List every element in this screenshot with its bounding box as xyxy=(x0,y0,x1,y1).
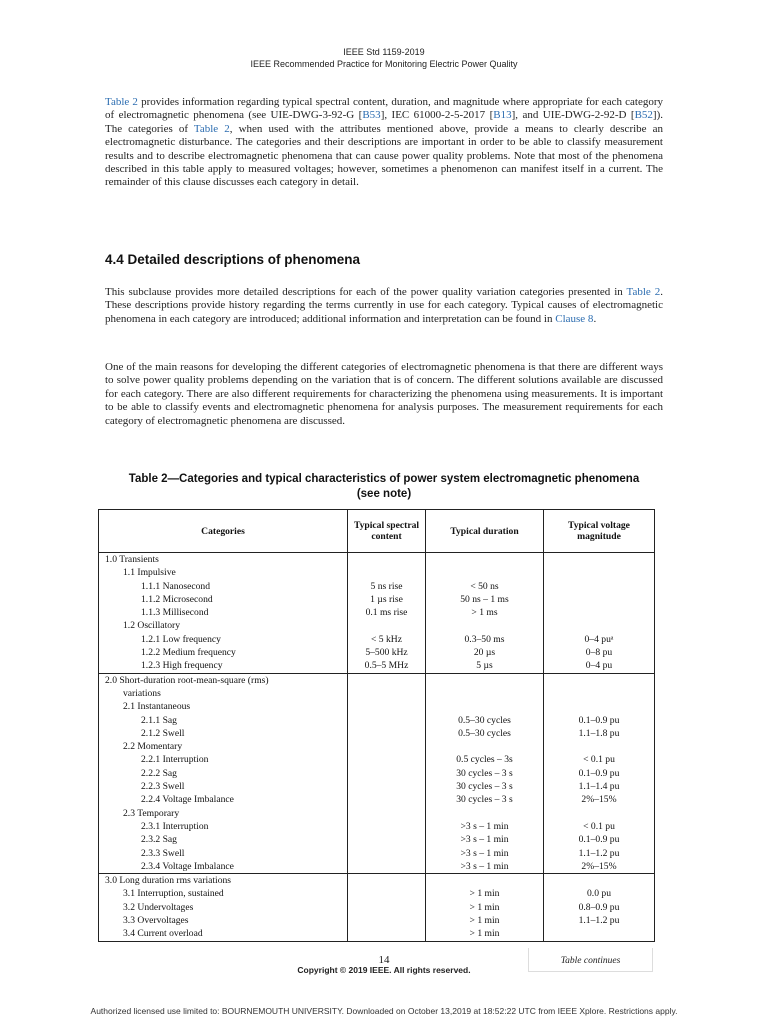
duration-cell: >3 s – 1 min xyxy=(426,820,544,833)
duration-cell xyxy=(426,553,544,567)
paragraph-text: , when used with the attributes mentioned above, provide a means to clearly describe an electromagnetic disturbance. The categories and their descriptions are important in order to be able to classify measurement results and to describe electromagnetic phenomena that can cause power quality problems. Note that most of the phenomena described in this table apply to measured voltages; however, sometimes a phenomenon can manifest itself in a current. The remainder of this clause discusses each category in detail. xyxy=(105,122,664,189)
voltage-magnitude-cell xyxy=(544,807,655,820)
category-cell: 2.3.1 Interruption xyxy=(99,820,348,833)
table-row xyxy=(99,860,655,874)
duration-cell xyxy=(426,807,544,820)
table-row xyxy=(99,874,655,888)
spectral-content-cell xyxy=(348,887,426,900)
voltage-magnitude-cell xyxy=(544,700,655,713)
paragraph-text: ], and UIE-DWG-2-92-D [ xyxy=(511,109,635,122)
voltage-magnitude-cell: 1.1–1.8 pu xyxy=(544,727,655,740)
voltage-magnitude-cell: 0–4 puᵃ xyxy=(544,633,655,646)
spectral-content-cell xyxy=(348,807,426,820)
table-row xyxy=(99,767,655,780)
paragraph-text: This subclause provides more detailed descriptions for each of the power quality variation categories presented in xyxy=(105,286,627,298)
voltage-magnitude-cell: 2%–15% xyxy=(544,860,655,874)
header-categories: Categories xyxy=(99,510,348,553)
duration-cell xyxy=(426,687,544,700)
voltage-magnitude-cell: 0.0 pu xyxy=(544,887,655,900)
paragraph-subclause-intro xyxy=(105,286,663,326)
category-cell: 1.2.2 Medium frequency xyxy=(99,646,348,659)
category-cell: 2.1 Instantaneous xyxy=(99,700,348,713)
category-cell: 2.2.1 Interruption xyxy=(99,753,348,766)
category-cell: 2.1.1 Sag xyxy=(99,714,348,727)
spectral-content-cell xyxy=(348,860,426,874)
voltage-magnitude-cell: 0.1–0.9 pu xyxy=(544,833,655,846)
spectral-content-cell: < 5 kHz xyxy=(348,633,426,646)
table-row xyxy=(99,740,655,753)
duration-cell xyxy=(426,566,544,579)
table-header-row xyxy=(99,510,655,553)
table-row xyxy=(99,659,655,673)
paragraph-text: ]). The categories of xyxy=(105,109,663,135)
table-row xyxy=(99,780,655,793)
duration-cell: > 1 min xyxy=(426,914,544,927)
category-cell: 2.3.2 Sag xyxy=(99,833,348,846)
spectral-content-cell xyxy=(348,847,426,860)
spectral-content-cell xyxy=(348,727,426,740)
category-cell: 1.1.2 Microsecond xyxy=(99,593,348,606)
duration-cell: < 50 ns xyxy=(426,580,544,593)
duration-cell: > 1 ms xyxy=(426,606,544,619)
category-cell: 1.1.1 Nanosecond xyxy=(99,580,348,593)
spectral-content-cell xyxy=(348,753,426,766)
voltage-magnitude-cell: 1.1–1.2 pu xyxy=(544,847,655,860)
page-number: 14 xyxy=(378,954,390,966)
table-row xyxy=(99,619,655,632)
duration-cell: >3 s – 1 min xyxy=(426,860,544,874)
table-row xyxy=(99,820,655,833)
table-continues-note: Table continues xyxy=(528,948,653,972)
voltage-magnitude-cell: 0.1–0.9 pu xyxy=(544,714,655,727)
category-cell: 2.2.4 Voltage Imbalance xyxy=(99,793,348,806)
duration-cell: > 1 min xyxy=(426,927,544,941)
header-spectral-content: Typical spectral content xyxy=(348,510,426,553)
table-row xyxy=(99,914,655,927)
duration-cell: >3 s – 1 min xyxy=(426,847,544,860)
voltage-magnitude-cell xyxy=(544,580,655,593)
spectral-content-cell xyxy=(348,874,426,888)
spectral-content-cell xyxy=(348,780,426,793)
voltage-magnitude-cell: 1.1–1.4 pu xyxy=(544,780,655,793)
voltage-magnitude-cell: 0–8 pu xyxy=(544,646,655,659)
category-cell: 1.2 Oscillatory xyxy=(99,619,348,632)
table-row xyxy=(99,727,655,740)
spectral-content-cell: 0.5–5 MHz xyxy=(348,659,426,673)
header-voltage-magnitude: Typical voltage magnitude xyxy=(544,510,655,553)
spectral-content-cell xyxy=(348,820,426,833)
voltage-magnitude-cell xyxy=(544,593,655,606)
table-row xyxy=(99,753,655,766)
table-caption-note: (see note) xyxy=(356,487,412,500)
category-cell: 1.0 Transients xyxy=(99,553,348,567)
table-row xyxy=(99,793,655,806)
spectral-content-cell xyxy=(348,740,426,753)
duration-cell: 50 ns – 1 ms xyxy=(426,593,544,606)
running-header-title: IEEE Recommended Practice for Monitoring Electric Power Quality xyxy=(250,59,518,69)
voltage-magnitude-cell xyxy=(544,553,655,567)
spectral-content-cell xyxy=(348,714,426,727)
paragraph-text: ], IEC 61000-2-5-2017 [ xyxy=(380,109,494,122)
table-row xyxy=(99,553,655,567)
category-cell: 1.2.1 Low frequency xyxy=(99,633,348,646)
spectral-content-cell: 5–500 kHz xyxy=(348,646,426,659)
spectral-content-cell xyxy=(348,687,426,700)
voltage-magnitude-cell: 0.8–0.9 pu xyxy=(544,901,655,914)
spectral-content-cell xyxy=(348,566,426,579)
table-row xyxy=(99,606,655,619)
table-row xyxy=(99,566,655,579)
category-cell: 3.1 Interruption, sustained xyxy=(99,887,348,900)
category-cell: 2.0 Short-duration root-mean-square (rms) xyxy=(99,673,348,687)
table-row xyxy=(99,593,655,606)
category-cell: 2.3.4 Voltage Imbalance xyxy=(99,860,348,874)
category-cell: 2.2.3 Swell xyxy=(99,780,348,793)
cross-reference-link[interactable]: Table 2 xyxy=(105,96,138,108)
category-cell: variations xyxy=(99,687,348,700)
cross-reference-link[interactable]: Clause 8 xyxy=(555,312,594,325)
voltage-magnitude-cell: 0–4 pu xyxy=(544,659,655,673)
duration-cell xyxy=(426,673,544,687)
table-row xyxy=(99,833,655,846)
header-duration: Typical duration xyxy=(426,510,544,553)
paragraph-categories-reasons xyxy=(105,361,663,428)
spectral-content-cell xyxy=(348,553,426,567)
category-cell: 1.1 Impulsive xyxy=(99,566,348,579)
cross-reference-link[interactable]: Table 2 xyxy=(626,286,661,298)
running-header-standard: IEEE Std 1159-2019 xyxy=(343,47,425,57)
table-row xyxy=(99,901,655,914)
category-cell: 2.3.3 Swell xyxy=(99,847,348,860)
table-caption-title: Table 2—Categories and typical characteristics of power system electromagnetic phenomena xyxy=(128,473,640,485)
category-cell: 2.1.2 Swell xyxy=(99,727,348,740)
voltage-magnitude-cell: < 0.1 pu xyxy=(544,820,655,833)
duration-cell xyxy=(426,619,544,632)
voltage-magnitude-cell xyxy=(544,673,655,687)
voltage-magnitude-cell: 2%–15% xyxy=(544,793,655,806)
category-cell: 1.1.3 Millisecond xyxy=(99,606,348,619)
table-row xyxy=(99,633,655,646)
voltage-magnitude-cell xyxy=(544,687,655,700)
table-row xyxy=(99,927,655,941)
duration-cell xyxy=(426,740,544,753)
spectral-content-cell: 1 µs rise xyxy=(348,593,426,606)
duration-cell: 0.5–30 cycles xyxy=(426,727,544,740)
duration-cell: 0.5–30 cycles xyxy=(426,714,544,727)
voltage-magnitude-cell xyxy=(544,874,655,888)
voltage-magnitude-cell: < 0.1 pu xyxy=(544,753,655,766)
phenomena-table xyxy=(98,509,655,942)
voltage-magnitude-cell xyxy=(544,927,655,941)
category-cell: 2.2.2 Sag xyxy=(99,767,348,780)
cross-reference-link[interactable]: B13 xyxy=(493,109,512,122)
table-row xyxy=(99,714,655,727)
voltage-magnitude-cell xyxy=(544,740,655,753)
paragraph-table-intro xyxy=(105,96,663,190)
category-cell: 3.0 Long duration rms variations xyxy=(99,874,348,888)
voltage-magnitude-cell xyxy=(544,619,655,632)
table-row xyxy=(99,580,655,593)
paragraph-text: . These descriptions provide history regarding the terms currently in use for each category. Typical causes of electromagnetic phenomena in each category are introduced; additional information and interpretation can be found in xyxy=(105,286,663,325)
table-body xyxy=(99,553,655,942)
paragraph-text: . xyxy=(593,312,597,325)
cross-reference-link[interactable]: B52 xyxy=(634,109,653,122)
duration-cell: >3 s – 1 min xyxy=(426,833,544,846)
table-row xyxy=(99,847,655,860)
table-row xyxy=(99,673,655,687)
duration-cell: > 1 min xyxy=(426,887,544,900)
category-cell: 1.2.3 High frequency xyxy=(99,659,348,673)
table-row xyxy=(99,887,655,900)
duration-cell: 20 µs xyxy=(426,646,544,659)
spectral-content-cell xyxy=(348,901,426,914)
table-caption xyxy=(80,472,688,501)
copyright-notice: Copyright © 2019 IEEE. All rights reserved. xyxy=(297,965,471,975)
spectral-content-cell xyxy=(348,793,426,806)
spectral-content-cell xyxy=(348,619,426,632)
spectral-content-cell xyxy=(348,767,426,780)
voltage-magnitude-cell: 1.1–1.2 pu xyxy=(544,914,655,927)
voltage-magnitude-cell xyxy=(544,566,655,579)
duration-cell: > 1 min xyxy=(426,901,544,914)
duration-cell: 5 µs xyxy=(426,659,544,673)
spectral-content-cell xyxy=(348,833,426,846)
duration-cell: 30 cycles – 3 s xyxy=(426,767,544,780)
spectral-content-cell xyxy=(348,700,426,713)
table-row xyxy=(99,807,655,820)
duration-cell xyxy=(426,874,544,888)
section-heading: 4.4 Detailed descriptions of phenomena xyxy=(105,252,361,267)
cross-reference-link[interactable]: Table 2 xyxy=(193,122,230,135)
category-cell: 2.2 Momentary xyxy=(99,740,348,753)
voltage-magnitude-cell xyxy=(544,606,655,619)
spectral-content-cell xyxy=(348,673,426,687)
duration-cell: 0.3–50 ms xyxy=(426,633,544,646)
duration-cell xyxy=(426,700,544,713)
duration-cell: 0.5 cycles – 3s xyxy=(426,753,544,766)
paragraph-text: provides information regarding typical spectral content, duration, and magnitude where appropriate for each category of electromagnetic phenomena (see UIE-DWG-3-92-G [ xyxy=(105,96,663,122)
category-cell: 2.3 Temporary xyxy=(99,807,348,820)
spectral-content-cell xyxy=(348,927,426,941)
table-row xyxy=(99,687,655,700)
category-cell: 3.4 Current overload xyxy=(99,927,348,941)
spectral-content-cell xyxy=(348,914,426,927)
voltage-magnitude-cell: 0.1–0.9 pu xyxy=(544,767,655,780)
spectral-content-cell: 5 ns rise xyxy=(348,580,426,593)
paragraph-text: One of the main reasons for developing the different categories of electromagnetic phenomena is that there are different ways to solve power quality problems depending on the variation that is of concern. The different solutions available are discussed for each category. There are also different requirements for characterizing the phenomena using measurements. It is important to be able to classify events and electromagnetic phenomena for analysis purposes. The measurement requirements for each category of electromagnetic phenomena are discussed. xyxy=(105,361,663,427)
category-cell: 3.3 Overvoltages xyxy=(99,914,348,927)
spectral-content-cell: 0.1 ms rise xyxy=(348,606,426,619)
duration-cell: 30 cycles – 3 s xyxy=(426,793,544,806)
cross-reference-link[interactable]: B53 xyxy=(362,109,381,122)
table-row xyxy=(99,646,655,659)
table-row xyxy=(99,700,655,713)
duration-cell: 30 cycles – 3 s xyxy=(426,780,544,793)
category-cell: 3.2 Undervoltages xyxy=(99,901,348,914)
license-footer: Authorized licensed use limited to: BOURNEMOUTH UNIVERSITY. Downloaded on October 13,2019 at 18:52:22 UTC from IEEE Xplore. Restrictions apply. xyxy=(90,1006,678,1016)
